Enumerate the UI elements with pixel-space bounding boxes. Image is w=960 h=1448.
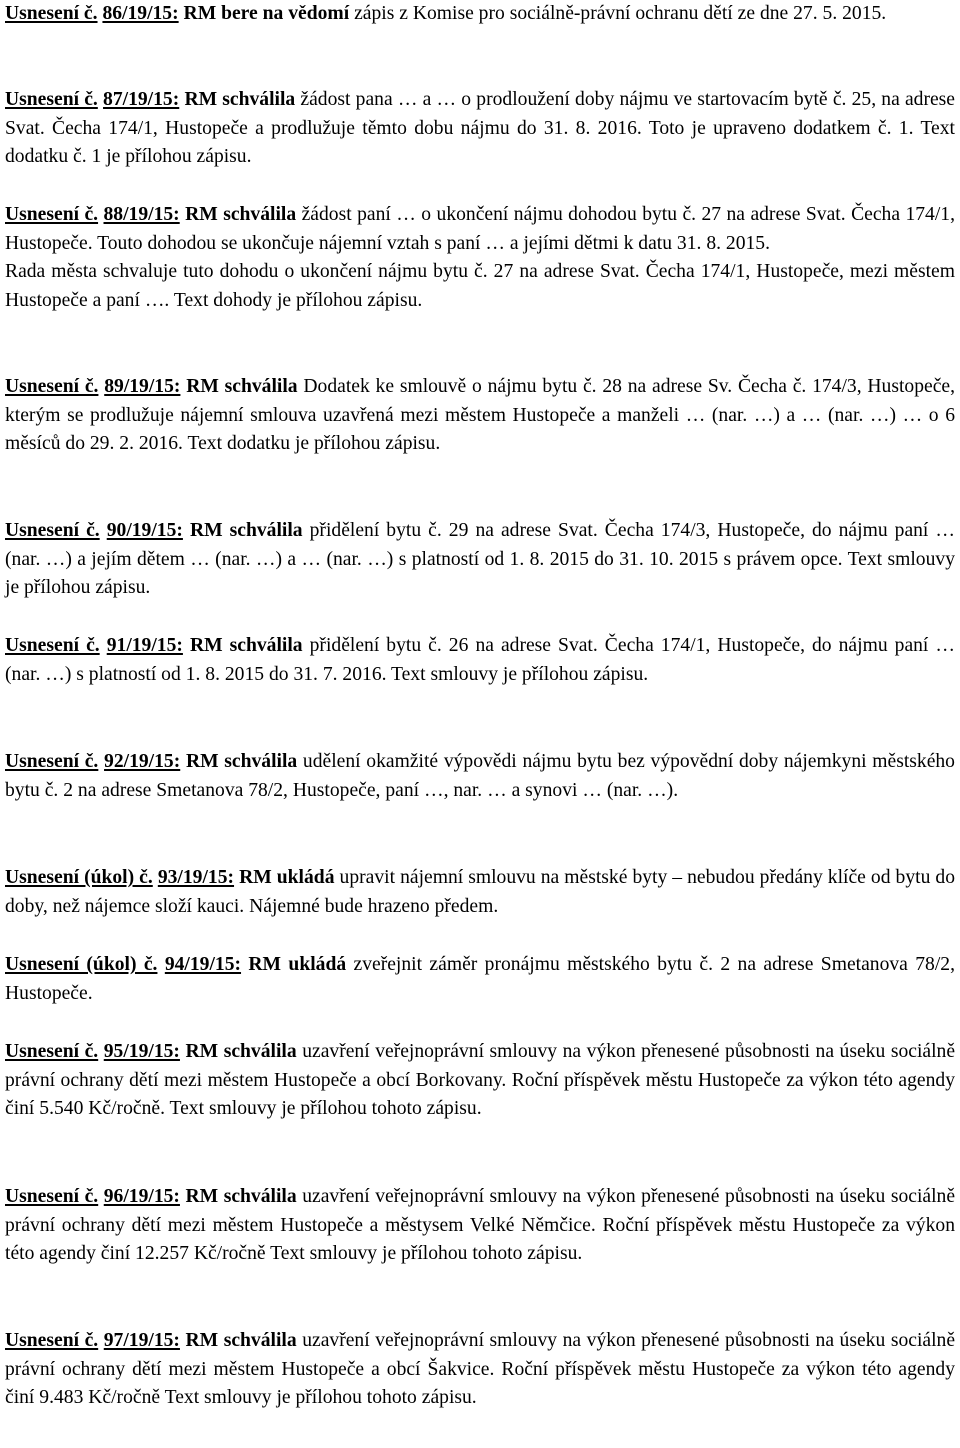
- resolution-number: 90/19/15:: [106, 520, 183, 541]
- resolution-label: Usnesení č.: [5, 3, 98, 24]
- resolution-number: 94/19/15:: [164, 954, 242, 975]
- resolution-number: 86/19/15:: [102, 3, 179, 24]
- resolution-text: uzavření veřejnoprávní smlouvy na výkon přenesené působnosti na úseku sociálně právní ochrany dětí mezi městem Hustopeče a obcí Borkovany. Roční příspěvek městu Hustopeče za výkon této agendy činí 5.540 Kč/ročně. Text smlouvy je přílohou tohoto zápisu.: [5, 1041, 956, 1120]
- resolution-text: zveřejnit záměr pronájmu městského bytu č. 2 na adrese Smetanova 78/2, Hustopeče.: [5, 954, 955, 1004]
- resolution-text: upravit nájemní smlouvu na městské byty – nebudou předány klíče od bytu do doby, než nájemce složí kauci. Nájemné bude hrazeno předem.: [5, 867, 955, 917]
- resolution-label: Usnesení (úkol) č.: [5, 867, 153, 888]
- resolution-action: RM schválila: [184, 89, 296, 110]
- resolution-label: Usnesení č.: [5, 1041, 99, 1062]
- resolution-label: Usnesení č.: [5, 204, 99, 225]
- resolution-action: RM schválila: [189, 520, 303, 541]
- resolution-96: [5, 1183, 955, 1269]
- resolution-label: Usnesení (úkol) č.: [5, 954, 158, 975]
- resolution-92: [5, 748, 955, 805]
- resolution-88: [5, 201, 955, 315]
- resolution-text: žádost paní … o ukončení nájmu dohodou bytu č. 27 na adrese Svat. Čecha 174/1, Hustopeče. Touto dohodou se ukončuje nájemní vztah s paní … a jejími dětmi k datu 31. 8. 2015.: [5, 204, 955, 254]
- resolution-action: RM schválila: [185, 751, 298, 772]
- resolution-action: RM schválila: [185, 1041, 297, 1062]
- resolution-label: Usnesení č.: [5, 751, 99, 772]
- resolution-number: 96/19/15:: [103, 1186, 180, 1207]
- resolution-text: přidělení bytu č. 26 na adrese Svat. Čecha 174/1, Hustopeče, do nájmu paní … (nar. …) s platností od 1. 8. 2015 do 31. 7. 2016. Text smlouvy je přílohou zápisu.: [5, 635, 956, 685]
- resolution-action: RM ukládá: [248, 954, 347, 975]
- resolution-number: 95/19/15:: [103, 1041, 180, 1062]
- resolution-number: 92/19/15:: [104, 751, 181, 772]
- resolution-91: [5, 632, 955, 689]
- resolution-97: [5, 1327, 955, 1413]
- resolution-label: Usnesení č.: [5, 376, 99, 397]
- resolution-action: RM schválila: [185, 204, 297, 225]
- resolution-text: udělení okamžité výpovědi nájmu bytu bez výpovědní doby nájemkyni městského bytu č. 2 na adrese Smetanova 78/2, Hustopeče, paní …, nar. … a synovi … (nar. …).: [5, 751, 955, 801]
- resolution-number: 97/19/15:: [103, 1330, 180, 1351]
- resolution-text: přidělení bytu č. 29 na adrese Svat. Čecha 174/3, Hustopeče, do nájmu paní … (nar. …) a jejím dětem … (nar. …) a … (nar. …) s platností od 1. 8. 2015 do 31. 10. 2015 s právem opce. Text smlouvy je přílohou zápisu.: [5, 520, 956, 599]
- resolution-label: Usnesení č.: [5, 89, 98, 110]
- resolution-action: RM schválila: [189, 635, 303, 656]
- resolution-label: Usnesení č.: [5, 635, 100, 656]
- resolution-action: RM schválila: [185, 1186, 297, 1207]
- resolution-number: 91/19/15:: [106, 635, 183, 656]
- resolution-89: [5, 373, 955, 459]
- resolution-number: 87/19/15:: [103, 89, 180, 110]
- resolution-label: Usnesení č.: [5, 520, 100, 541]
- resolution-action: RM schválila: [185, 1330, 297, 1351]
- resolution-label: Usnesení č.: [5, 1330, 99, 1351]
- resolution-86: [5, 0, 955, 29]
- resolution-number: 93/19/15:: [157, 867, 235, 888]
- resolution-text: žádost pana … a … o prodloužení doby nájmu ve startovacím bytě č. 25, na adrese Svat. Čecha 174/1, Hustopeče a prodlužuje těmto dobu nájmu do 31. 8. 2016. Toto je upraveno dodatkem č. 1. Text dodatku č. 1 je přílohou zápisu.: [5, 89, 956, 168]
- resolution-action: RM schválila: [186, 376, 298, 397]
- resolution-87: [5, 86, 955, 172]
- resolution-text: zápis z Komise pro sociálně-právní ochranu dětí ze dne 27. 5. 2015.: [349, 3, 887, 24]
- resolution-95: [5, 1038, 955, 1124]
- resolution-93: [5, 864, 955, 921]
- resolution-number: 89/19/15:: [104, 376, 181, 397]
- resolution-action: RM ukládá: [239, 867, 335, 888]
- resolution-number: 88/19/15:: [103, 204, 180, 225]
- resolution-action: RM bere na vědomí: [183, 3, 350, 24]
- resolution-text: uzavření veřejnoprávní smlouvy na výkon přenesené působnosti na úseku sociálně právní ochrany dětí mezi městem Hustopeče a obcí Šakvice. Roční příspěvek městu Hustopeče za výkon této agendy činí 9.483 Kč/ročně Text smlouvy je přílohou tohoto zápisu.: [5, 1330, 956, 1409]
- resolution-text: uzavření veřejnoprávní smlouvy na výkon přenesené působnosti na úseku sociálně právní ochrany dětí mezi městem Hustopeče a městysem Velké Němčice. Roční příspěvek městu Hustopeče za výkon této agendy činí 12.257 Kč/ročně Text smlouvy je přílohou tohoto zápisu.: [5, 1186, 956, 1265]
- resolution-extra: Rada města schvaluje tuto dohodu o ukončení nájmu bytu č. 27 na adrese Svat. Čecha 174/1, Hustopeče, mezi městem Hustopeče a paní …. Text dohody je přílohou zápisu.: [5, 261, 955, 311]
- resolution-94: [5, 951, 955, 1008]
- resolution-90: [5, 517, 955, 603]
- resolution-text: Dodatek ke smlouvě o nájmu bytu č. 28 na adrese Sv. Čecha č. 174/3, Hustopeče, kterým se prodlužuje nájemní smlouva uzavřená mezi městem Hustopeče a manželi … (nar. …) a … (nar. …) … o 6 měsíců do 29. 2. 2016. Text dodatku je přílohou zápisu.: [5, 376, 955, 455]
- resolution-label: Usnesení č.: [5, 1186, 99, 1207]
